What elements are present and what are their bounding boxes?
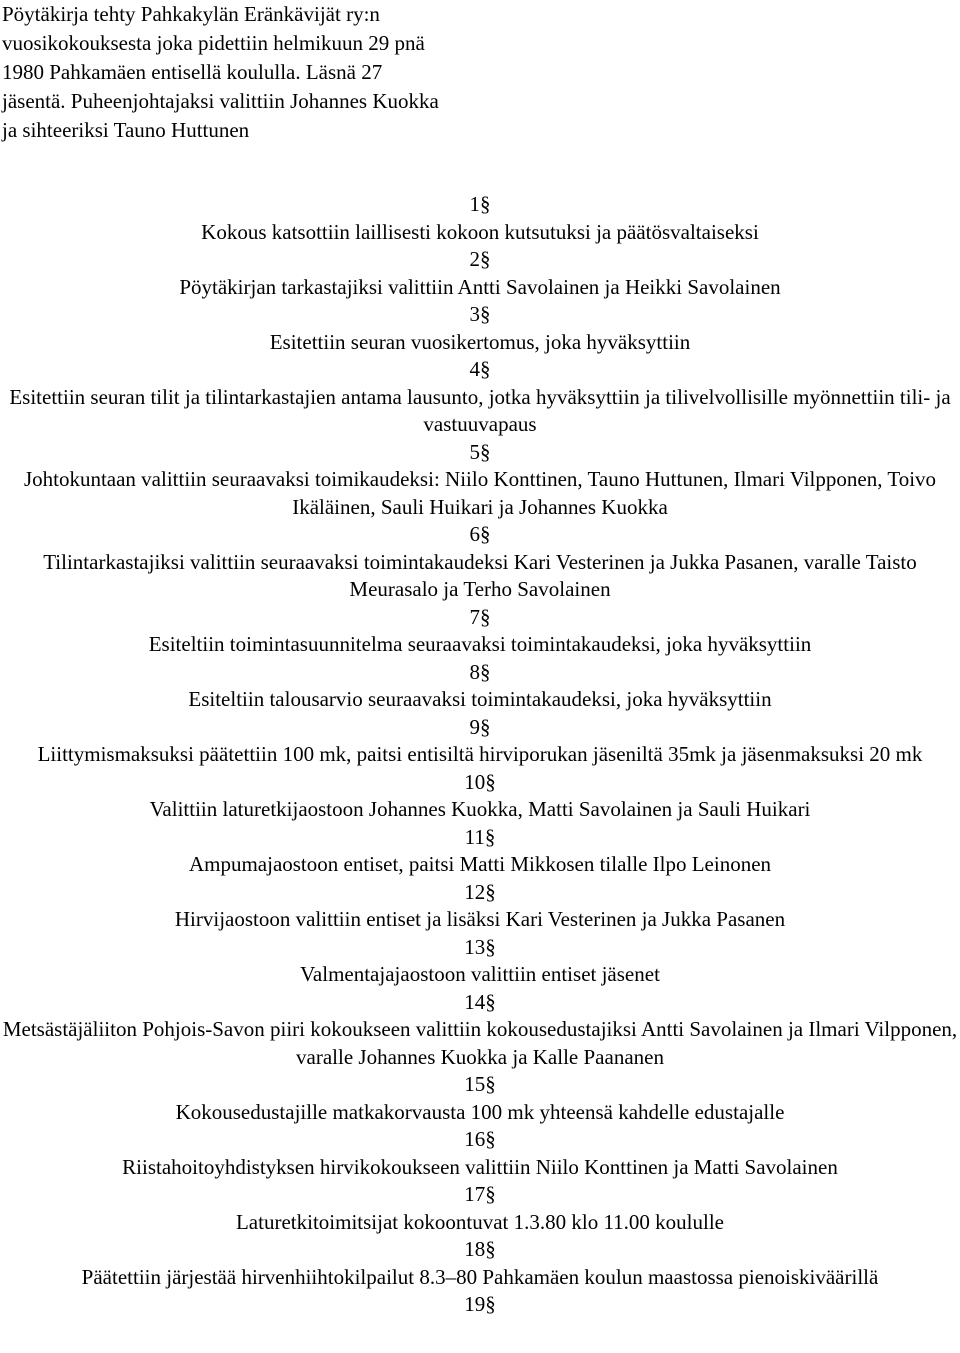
section-text: Pöytäkirjan tarkastajiksi valittiin Antti Savolainen ja Heikki Savolainen [179, 274, 781, 299]
section-text: Kokous katsottiin laillisesti kokoon kutsutuksi ja päätösvaltaiseksi [201, 219, 759, 244]
section-text: Hirvijaostoon valittiin entiset ja lisäksi Kari Vesterinen ja Jukka Pasanen [174, 907, 786, 931]
section-number: 1§ [469, 192, 491, 216]
section-text: Esitettiin seuran vuosikertomus, joka hyväksyttiin [269, 329, 691, 354]
section-number: 17§ [464, 1182, 496, 1206]
section-number: 15§ [464, 1072, 496, 1096]
section-text: Metsästäjäliiton Pohjois-Savon piiri kokoukseen valittiin kokousedustajiksi Antti Savolainen ja Ilmari Vilpponen, varalle Johannes Kuokka ja Kalle Paananen [2, 1017, 958, 1069]
section-3 [0, 301, 960, 356]
section-10 [0, 769, 960, 824]
sections-list [0, 191, 960, 1319]
section-11 [0, 824, 960, 879]
section-number: 11§ [464, 824, 496, 849]
section-number: 12§ [464, 879, 496, 904]
section-18 [0, 1236, 960, 1291]
section-number: 7§ [469, 604, 491, 629]
section-4 [0, 356, 960, 439]
section-number: 5§ [469, 439, 491, 464]
section-text: Laturetkitoimitsijat kokoontuvat 1.3.80 klo 11.00 koululle [235, 1209, 724, 1234]
intro-paragraph [2, 0, 522, 145]
section-number: 10§ [464, 769, 496, 794]
section-number: 9§ [469, 714, 491, 739]
section-text: Johtokuntaan valittiin seuraavaksi toimikaudeksi: Niilo Konttinen, Tauno Huttunen, Ilmari Vilpponen, Toivo Ikäläinen, Sauli Huikari ja Johannes Kuokka [23, 467, 937, 519]
section-16 [0, 1126, 960, 1181]
section-1 [0, 191, 960, 246]
section-14 [0, 989, 960, 1072]
section-number: 14§ [464, 989, 496, 1014]
section-text: Päätettiin järjestää hirvenhiihtokilpailut 8.3–80 Pahkamäen koulun maastossa pienoiskiväärillä [81, 1264, 879, 1289]
section-19 [0, 1291, 960, 1319]
section-text: Valmentajajaostoon valittiin entiset jäsenet [300, 962, 660, 986]
section-text: Ampumajaostoon entiset, paitsi Matti Mikkosen tilalle Ilpo Leinonen [188, 852, 772, 876]
intro-line: ja sihteeriksi Tauno Huttunen [2, 118, 250, 142]
section-7 [0, 604, 960, 659]
section-17 [0, 1181, 960, 1236]
section-text: Esitettiin seuran tilit ja tilintarkastajien antama lausunto, jotka hyväksyttiin ja tilivelvollisille myönnettiin tili- ja vastuuvapaus [9, 384, 951, 436]
section-6 [0, 521, 960, 604]
section-13 [0, 934, 960, 989]
section-8 [0, 659, 960, 714]
intro-line: Pöytäkirja tehty Pahkakylän Eränkävijät ry:n [2, 2, 380, 26]
section-text: Tilintarkastajiksi valittiin seuraavaksi toimintakaudeksi Kari Vesterinen ja Jukka Pasanen, varalle Taisto Meurasalo ja Terho Savolainen [43, 549, 917, 601]
section-15 [0, 1071, 960, 1126]
section-number: 16§ [464, 1127, 496, 1151]
section-2 [0, 246, 960, 301]
intro-line: vuosikokouksesta joka pidettiin helmikuun 29 pnä [2, 31, 425, 55]
section-12 [0, 879, 960, 934]
section-text: Esiteltiin talousarvio seuraavaksi toimintakaudeksi, joka hyväksyttiin [188, 687, 772, 711]
section-text: Kokousedustajille matkakorvausta 100 mk yhteensä kahdelle edustajalle [175, 1099, 785, 1124]
intro-line: 1980 Pahkamäen entisellä koululla. Läsnä 27 [2, 60, 383, 84]
section-text: Esiteltiin toimintasuunnitelma seuraavaksi toimintakaudeksi, joka hyväksyttiin [148, 632, 812, 656]
intro-line: jäsentä. Puheenjohtajaksi valittiin Johannes Kuokka [2, 89, 439, 113]
section-number: 4§ [469, 357, 491, 381]
section-9 [0, 714, 960, 769]
section-number: 19§ [464, 1292, 496, 1316]
section-number: 18§ [464, 1237, 496, 1261]
section-5 [0, 439, 960, 522]
section-number: 2§ [469, 247, 491, 271]
section-text: Riistahoitoyhdistyksen hirvikokoukseen valittiin Niilo Konttinen ja Matti Savolainen [122, 1154, 838, 1179]
section-number: 8§ [469, 659, 491, 684]
section-number: 3§ [469, 302, 491, 326]
section-number: 13§ [464, 934, 496, 959]
section-text: Valittiin laturetkijaostoon Johannes Kuokka, Matti Savolainen ja Sauli Huikari [149, 797, 811, 821]
section-number: 6§ [469, 522, 491, 546]
section-text: Liittymismaksuksi päätettiin 100 mk, paitsi entisiltä hirviporukan jäseniltä 35mk ja jäsenmaksuksi 20 mk [37, 742, 923, 766]
